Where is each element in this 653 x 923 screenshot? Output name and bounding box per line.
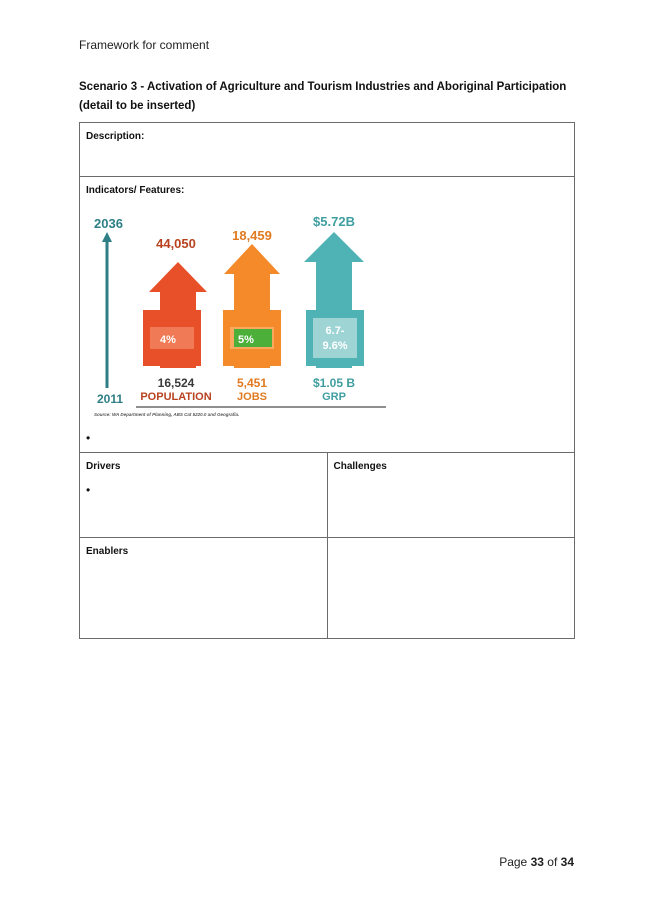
figure-source: Source: WA Department of Planning, ABS Cat 5220.0 and Geografia. [94,412,240,417]
indicators-cell [80,177,575,453]
drivers-bullet: • [86,483,91,497]
population-2011-value: 16,524 [157,376,195,390]
page-word: Page [499,855,528,869]
running-header: Framework for comment [79,38,210,52]
infographic-svg [86,210,406,420]
scenario-title: Scenario 3 - Activation of Agriculture and Tourism Industries and Aboriginal Participation (detail to be inserted) [79,81,567,112]
grp-2011-value: $1.05 B [312,376,356,390]
indicators-row [80,177,575,453]
indicators-label: Indicators/ Features: [86,185,185,196]
of-word: of [547,855,558,869]
population-2036-value: 44,050 [156,236,196,251]
grp-label: GRP [322,391,346,403]
current-page: 33 [530,855,544,869]
grp-growth-line2: 9.6% [322,340,348,352]
population-growth: 4% [160,334,176,346]
scenario-table [79,122,575,639]
jobs-2011-value: 5,451 [236,376,268,390]
growth-infographic [86,210,406,420]
enablers-cell [80,538,328,639]
grp-growth-line1: 6.7- [325,325,345,337]
total-pages: 34 [560,855,574,869]
drivers-challenges-row [80,453,575,538]
jobs-label: JOBS [237,391,267,403]
indicators-bullet: • [86,431,91,445]
enablers-row [80,538,575,639]
description-row [80,123,575,177]
grp-2036-value: $5.72B [313,214,355,229]
page-number [499,855,574,869]
enablers-empty-cell [327,538,575,639]
drivers-cell [80,453,328,538]
description-cell [80,123,575,177]
drivers-label: Drivers [86,461,121,472]
description-label: Description: [86,131,145,142]
population-label: POPULATION [140,391,212,403]
challenges-cell [327,453,575,538]
grp-growth-box [313,318,357,358]
challenges-label: Challenges [333,461,387,472]
enablers-label: Enablers [86,546,129,557]
year-2036-label: 2036 [94,216,123,231]
jobs-growth: 5% [238,334,254,346]
timeline-axis [106,240,109,388]
year-2011-label: 2011 [97,392,124,406]
jobs-2036-value: 18,459 [232,228,272,243]
